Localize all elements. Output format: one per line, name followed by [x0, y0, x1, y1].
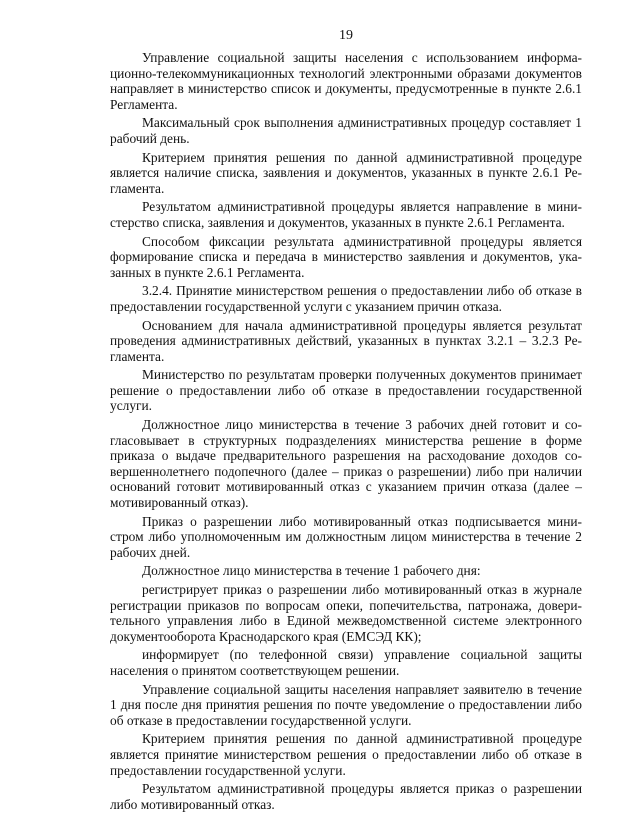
list-item-register: регистрирует приказ о разрешении либо мотивированный отказ в журнале регистрации приказов по вопросам опеки, попечительства, патронажа, доверительного управления либо в Единой межведомственной системе электронного документооборота Краснодарского края (ЕМСЭД КК); [110, 582, 582, 644]
section-heading-3-2-4: 3.2.4. Принятие министерством решения о предоставлении либо об отказе в предоставлении государственной услуги с указанием причин отказа. [110, 283, 582, 314]
paragraph-11: Должностное лицо министерства в течение 1 рабочего дня: [142, 563, 481, 579]
paragraph-4: Результатом административной процедуры является направление в министерство списка, заявления и документов, указанных в пункте 2.6.1 Регламента. [110, 199, 582, 230]
list-item-inform: информирует (по телефонной связи) управление социальной защиты населения о принятом соответствующем решении. [110, 647, 582, 678]
paragraph-15: Критерием принятия решения по данной административной процедуре является принятие министерством решения о предоставлении либо об отказе в предоставлении государственной услуги. [110, 731, 582, 778]
paragraph-3: Критерием принятия решения по данной административной процедуре является наличие списка, заявления и документов, указанных в пункте 2.6.1 Регламента. [110, 149, 582, 196]
paragraph-10: Приказ о разрешении либо мотивированный отказ подписывается министром либо уполномоченным им должностным лицом министерства в течение 2 рабочих дней. [110, 513, 582, 560]
paragraph-7: Основанием для начала административной процедуры является результат проведения административных действий, указанных в пунктах 3.2.1 – 3.2.3 Регламента. [110, 317, 582, 364]
page-number: 19 [339, 28, 353, 43]
paragraph-16: Результатом административной процедуры является приказ о разрешении либо мотивированный отказ. [110, 781, 582, 812]
paragraph-2: Максимальный срок выполнения административных процедур составляет 1 рабочий день. [110, 115, 582, 146]
paragraph-9: Должностное лицо министерства в течение 3 рабочих дней готовит и согласовывает в структурных подразделениях министерства решение в форме приказа о выдаче предварительного разрешения на расходование доходов совершеннолетнего подопечного (далее – приказ о разрешении) либо при наличии оснований готовит мотивированный отказ с указанием причин отказа (далее – мотивированный отказ). [110, 417, 582, 511]
paragraph-1: Управление социальной защиты населения с использованием информационно-телекоммуникационных технологий электронными образами документов направляет в министерство список и документы, предусмотренные в пункте 2.6.1 Регламента. [110, 50, 582, 112]
paragraph-14: Управление социальной защиты населения направляет заявителю в течение 1 дня после дня принятия решения по почте уведомление о предоставлении либо об отказе в предоставлении государственной услуги. [110, 681, 582, 728]
paragraph-8: Министерство по результатам проверки полученных документов принимает решение о предоставлении либо об отказе в предоставлении государственной услуги. [110, 367, 582, 414]
paragraph-5: Способом фиксации результата административной процедуры является формирование списка и передача в министерство заявления и документов, указанных в пункте 2.6.1 Регламента. [110, 233, 582, 280]
